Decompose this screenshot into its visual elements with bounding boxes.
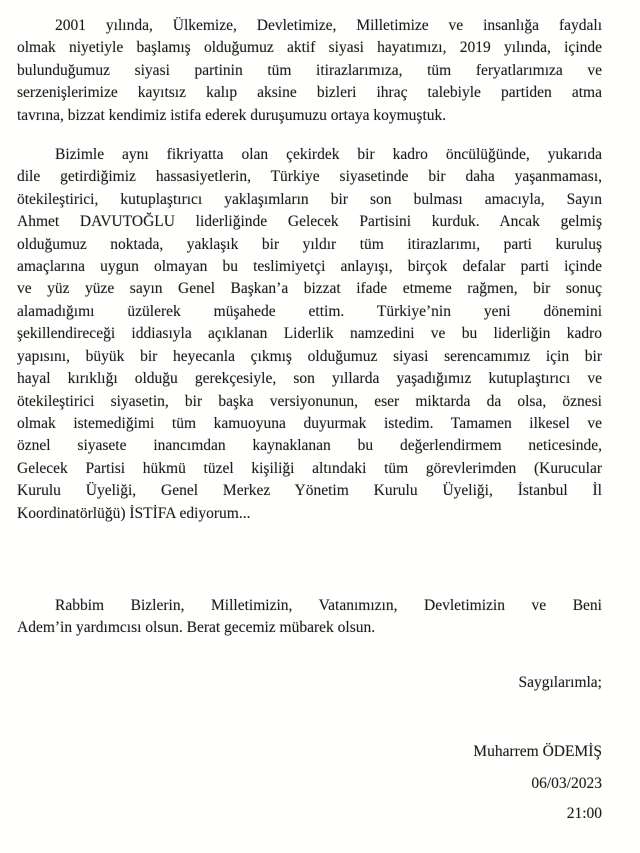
text-line: ötekileştirici, kutuplaştırıcı yaklaşımların bir son bulması amacıyla, Sayın	[17, 190, 602, 208]
text-line: amaçlarına uygun olmayan bu teslimiyetçi anlayışı, birçok defalar parti içinde	[17, 258, 602, 276]
text-line: serzenişlerimize kayıtsız kalıp aksine bizleri ihraç talebiyle partiden atma	[17, 84, 602, 102]
text-line: tavrına, bizzat kendimiz istifa ederek duruşumuzu ortaya koymuştuk.	[17, 106, 447, 124]
text-line: şekillendireceği iddiasıyla açıklanan Liderlik namzedini ve bu liderliğin kadro	[17, 325, 602, 343]
text-line: 2001 yılında, Ülkemize, Devletimize, Milletimize ve insanlığa faydalı	[55, 17, 602, 34]
text-line: Koordinatörlüğü) İSTİFA ediyorum...	[17, 504, 251, 522]
text-line: olduğumuz noktada, yaklaşık bir yıldır tüm itirazlarımı, parti kuruluş	[17, 235, 602, 253]
text-line: dile getirdiğimiz hassasiyetlerin, Türkiye siyasetinde bir daha yaşanmaması,	[17, 168, 602, 186]
text-line: Kurulu Üyeliği, Genel Merkez Yönetim Kurulu Üyeliği, İstanbul İl	[17, 482, 602, 500]
text-line: Gelecek Partisi hükmü tüzel kişiliği altındaki tüm görevlerimden (Kurucular	[17, 459, 602, 477]
closing-salutation: Saygılarımla;	[518, 673, 602, 691]
text-line: yapısını, büyük bir heyecanla çıkmış olduğumuz siyasi serencamımız için bir	[17, 347, 602, 365]
text-line: Ahmet DAVUTOĞLU liderliğinde Gelecek Partisini kurduk. Ancak gelmiş	[17, 213, 602, 231]
paragraph-opening	[17, 15, 602, 127]
signature-date: 06/03/2023	[531, 774, 602, 792]
text-line: bulunduğumuz siyasi partinin tüm itirazlarımıza, tüm feryatlarımıza ve	[17, 61, 602, 79]
text-line: ve yüz yüze sayın Genel Başkan’a bizzat ifade etmeme rağmen, bir sonuç	[17, 280, 602, 298]
text-line: Bizimle aynı fikriyatta olan çekirdek bir kadro öncülüğünde, yukarıda	[55, 146, 602, 164]
paragraph-prayer	[17, 595, 602, 640]
signature-time: 21:00	[566, 804, 602, 822]
paragraph-main	[17, 144, 602, 525]
text-line: olmak niyetiyle başlamış olduğumuz aktif siyasi hayatımızı, 2019 yılında, içinde	[17, 39, 602, 57]
text-line: olmak istemediğimi tüm kamuoyuna duyurmak istedim. Tamamen ilkesel ve	[17, 414, 602, 432]
text-line: alamadığımı üzülerek müşahede ettim. Türkiye’nin yeni dönemini	[17, 302, 602, 320]
text-line: öznel siyasete inancımdan kaynaklanan bu değerlendirmem neticesinde,	[17, 437, 602, 455]
text-line: Adem’in yardımcısı olsun. Berat gecemiz mübarek olsun.	[17, 619, 376, 637]
text-line: Rabbim Bizlerin, Milletimizin, Vatanımızın, Devletimizin ve Beni	[55, 596, 602, 614]
text-line: hayal kırıklığı olduğu gerekçesiyle, son yıllarda yaşadığımız kutuplaştırıcı ve	[17, 370, 602, 388]
signature-name: Muharrem ÖDEMİŞ	[473, 743, 602, 761]
text-line: ötekileştirici siyasetin, bir başka versiyonunun, eser miktarda da olsa, öznesi	[17, 392, 602, 410]
